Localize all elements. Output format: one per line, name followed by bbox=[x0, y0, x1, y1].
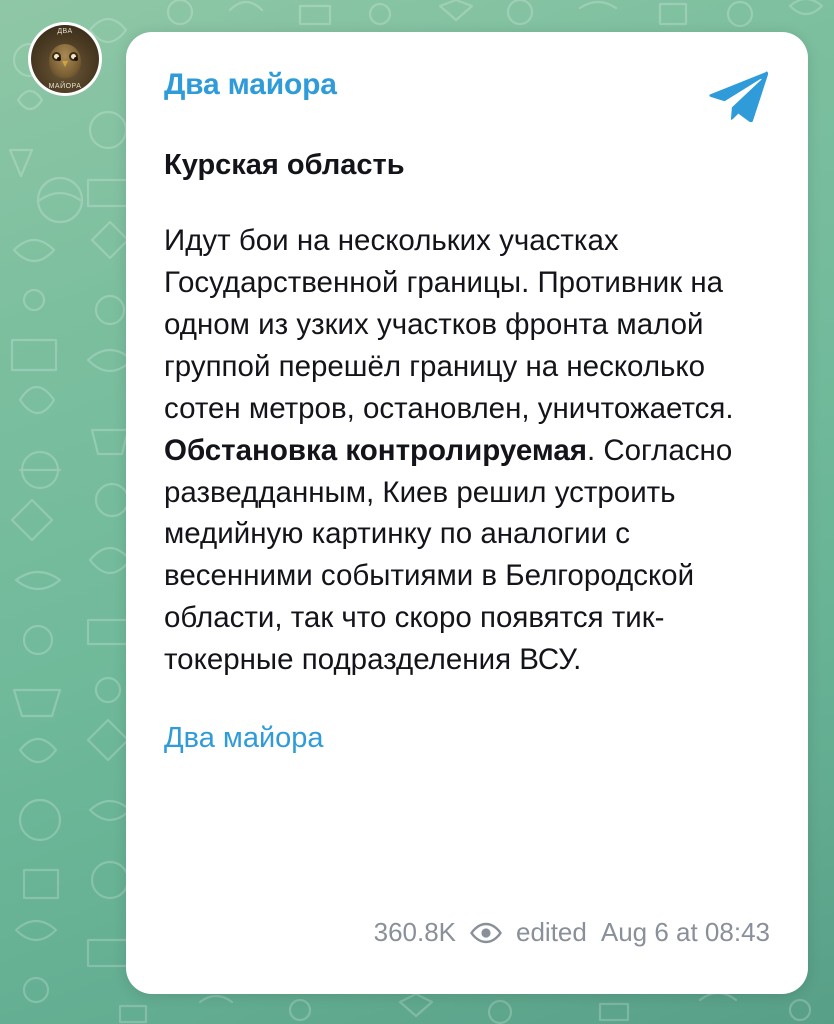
telegram-plane-icon bbox=[708, 70, 768, 127]
post-card bbox=[126, 32, 808, 994]
avatar-ring-text-top: ДВА bbox=[57, 28, 73, 35]
post-header bbox=[164, 68, 770, 127]
eye-icon bbox=[470, 922, 502, 944]
post-body-run-0: Идут бои на нескольких участках Государственной границы. Противник на одном из узких участков фронта малой группой перешёл границу на несколько сотен метров, остановлен, уничтожается. bbox=[164, 224, 734, 425]
views-count: 360.8K bbox=[373, 917, 457, 947]
avatar-image bbox=[31, 25, 99, 93]
post-body-run-1: Обстановка контролируемая bbox=[164, 433, 587, 467]
edited-label: edited bbox=[516, 917, 587, 947]
channel-name[interactable]: Два майора bbox=[164, 68, 337, 101]
post-title: Курская область bbox=[164, 149, 405, 181]
post-body-run-2: . Согласно разведданным, Киев решил устроить медийную картинку по аналогии с весенними событиями в Белгородской области, так что скоро появятся тик-токерные подразделения ВСУ. bbox=[164, 433, 733, 677]
post-body bbox=[164, 220, 770, 681]
owl-icon bbox=[45, 40, 85, 80]
post-meta bbox=[164, 917, 770, 948]
avatar-ring-text-bottom: МАЙОРА bbox=[48, 83, 82, 90]
channel-avatar[interactable] bbox=[28, 22, 102, 96]
post-date: Aug 6 at 08:43 bbox=[600, 917, 770, 947]
post-footer-link[interactable]: Два майора bbox=[164, 721, 324, 754]
